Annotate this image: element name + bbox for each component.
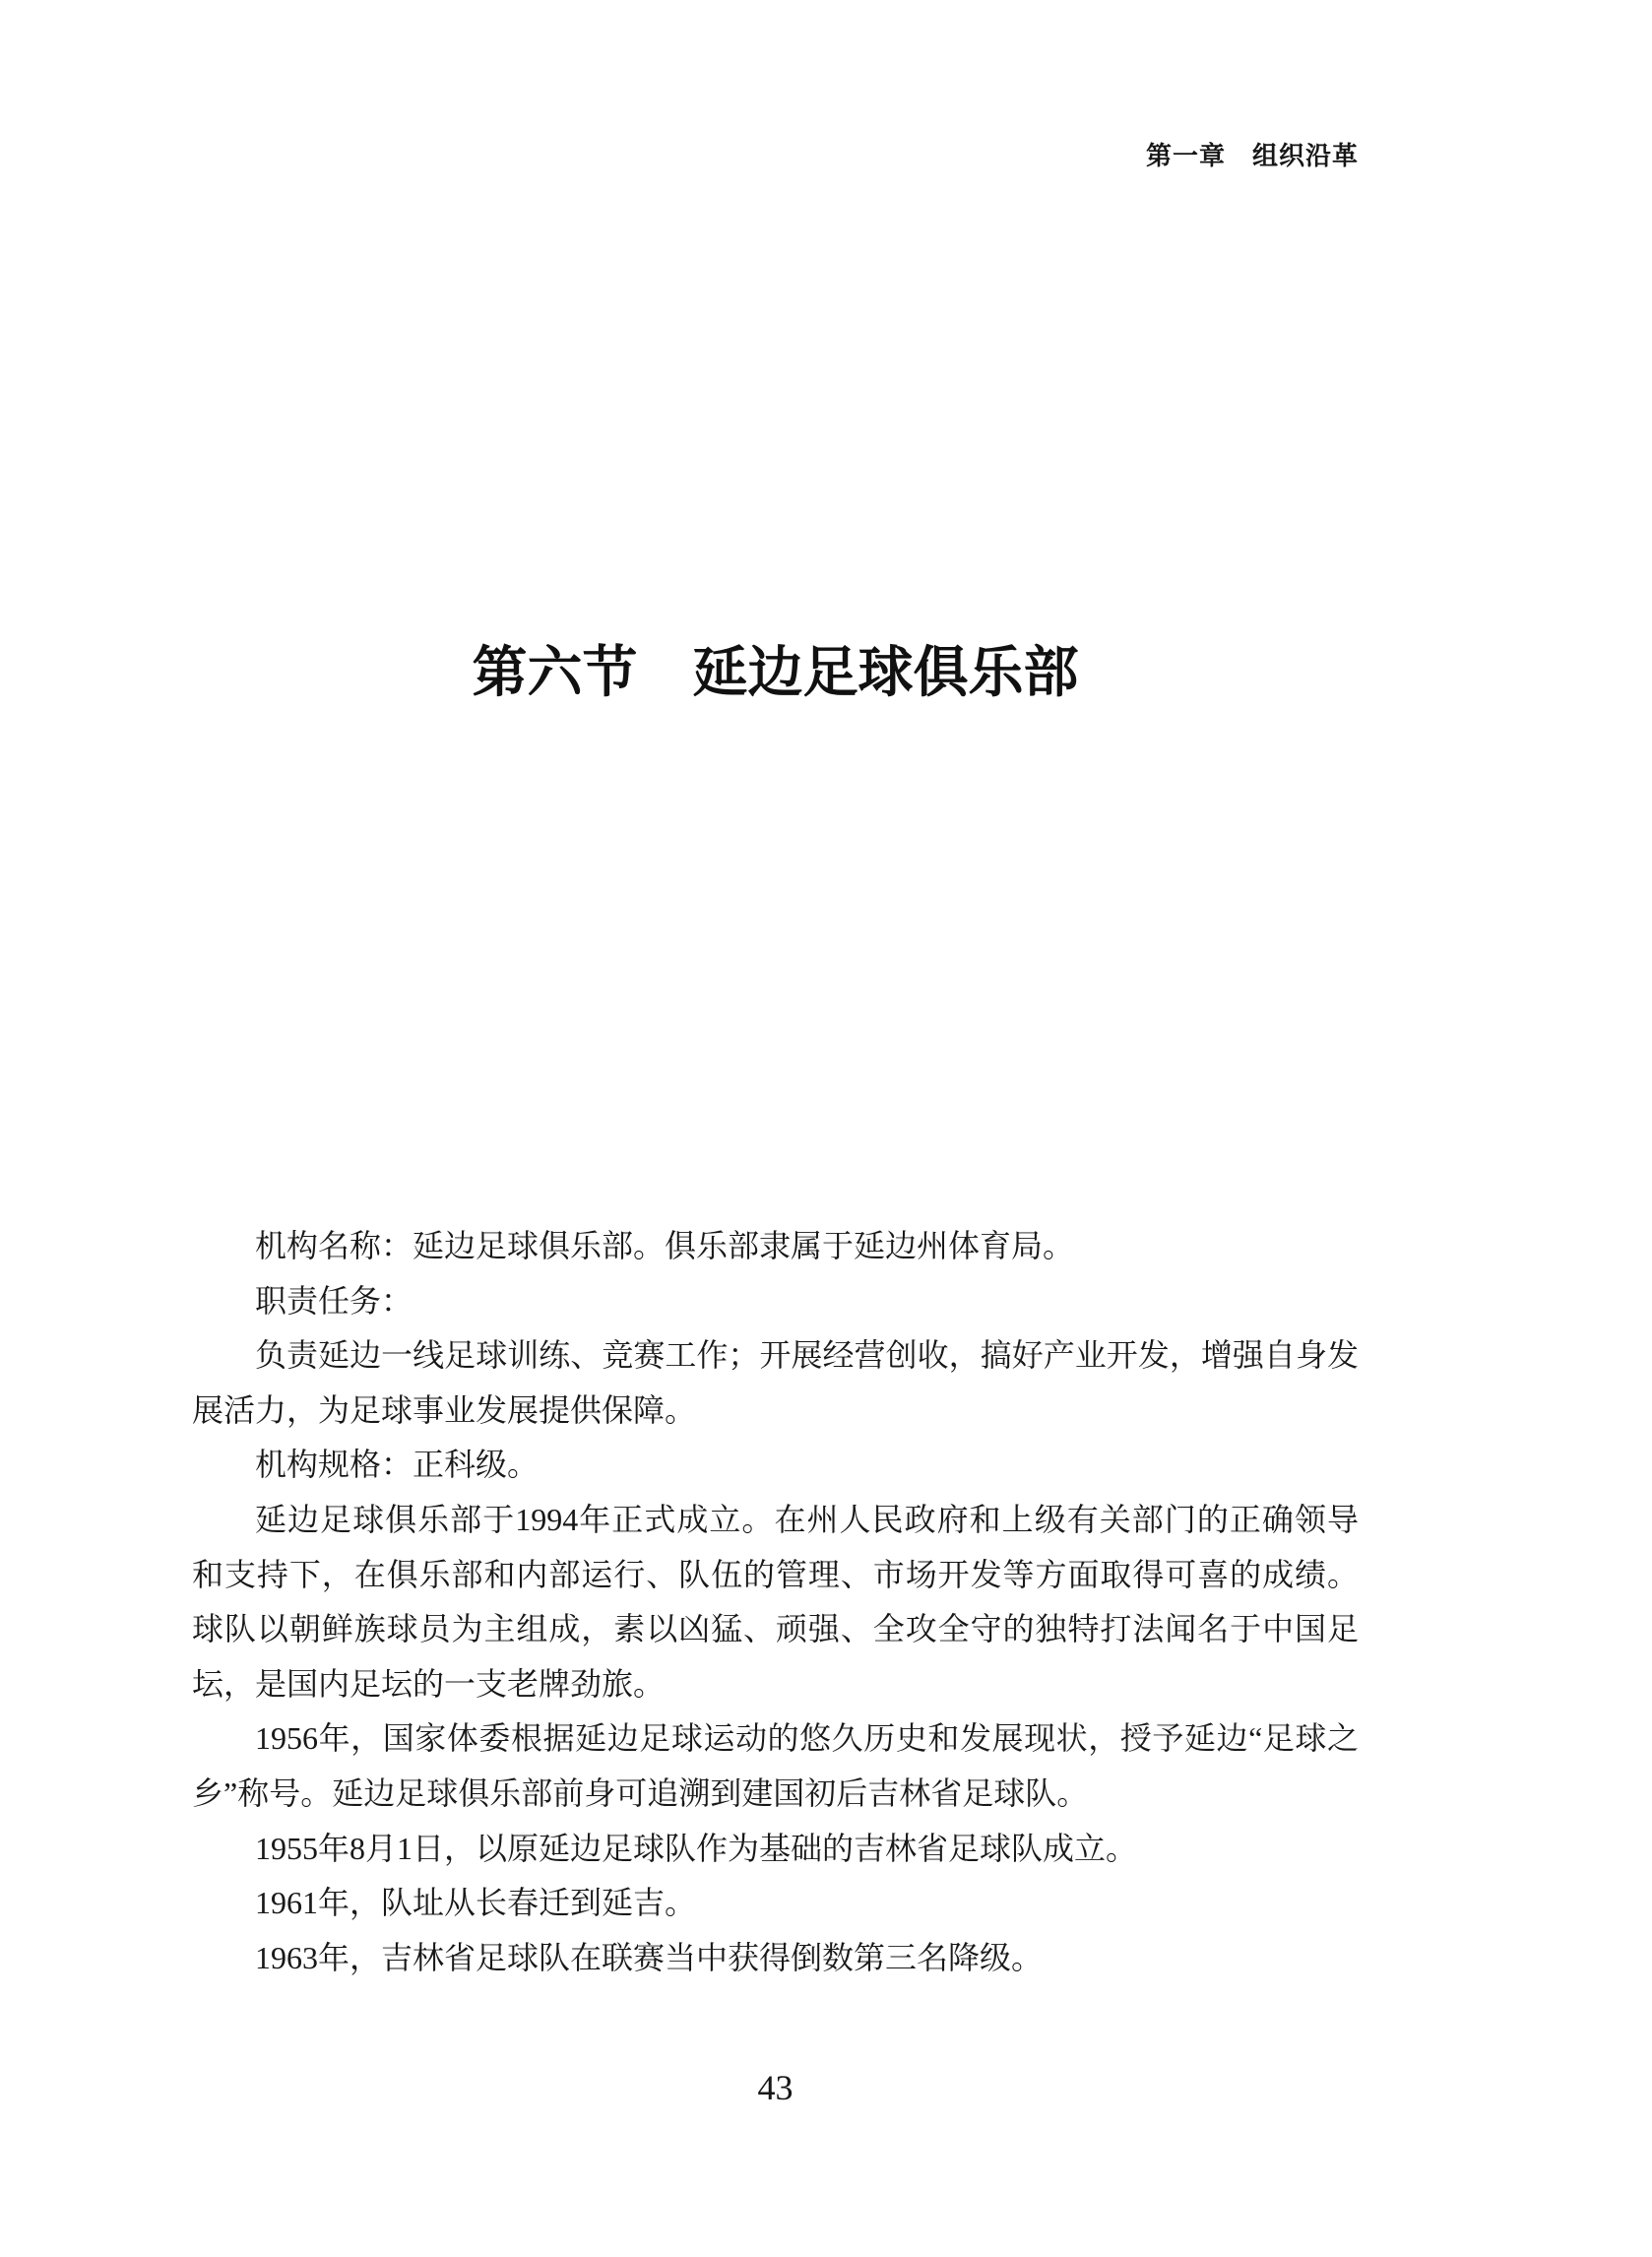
body-line: 职责任务： — [255, 1282, 413, 1319]
body-line: 乡”称号。延边足球俱乐部前身可追溯到建国初后吉林省足球队。 — [192, 1774, 1089, 1811]
body-line: 和支持下，在俱乐部和内部运行、队伍的管理、市场开发等方面取得可喜的成绩。 — [192, 1556, 1359, 1592]
body-text — [192, 1219, 1359, 1985]
body-line: 球队以朝鲜族球员为主组成，素以凶猛、顽强、全攻全守的独特打法闻名于中国足 — [192, 1611, 1359, 1647]
section-title: 第六节 延边足球俱乐部 — [472, 643, 1079, 704]
body-line: 1956年，国家体委根据延边足球运动的悠久历史和发展现状，授予延边“足球之 — [255, 1720, 1359, 1757]
body-line: 坛，是国内足坛的一支老牌劲旅。 — [192, 1665, 666, 1702]
page-number: 43 — [757, 2068, 794, 2107]
body-line: 延边足球俱乐部于1994年正式成立。在州人民政府和上级有关部门的正确领导 — [255, 1501, 1359, 1537]
body-line: 1955年8月1日，以原延边足球队作为基础的吉林省足球队成立。 — [255, 1830, 1138, 1866]
body-line: 机构名称：延边足球俱乐部。俱乐部隶属于延边州体育局。 — [255, 1228, 1075, 1263]
body-line: 负责延边一线足球训练、竞赛工作；开展经营创收，搞好产业开发，增强自身发 — [255, 1337, 1359, 1374]
body-line: 1961年，队址从长春迁到延吉。 — [255, 1885, 697, 1921]
body-line: 展活力，为足球事业发展提供保障。 — [192, 1391, 697, 1428]
running-header: 第一章 组织沿革 — [1145, 141, 1359, 170]
body-line: 1963年，吉林省足球队在联赛当中获得倒数第三名降级。 — [255, 1939, 1044, 1975]
body-line: 机构规格：正科级。 — [255, 1447, 540, 1483]
